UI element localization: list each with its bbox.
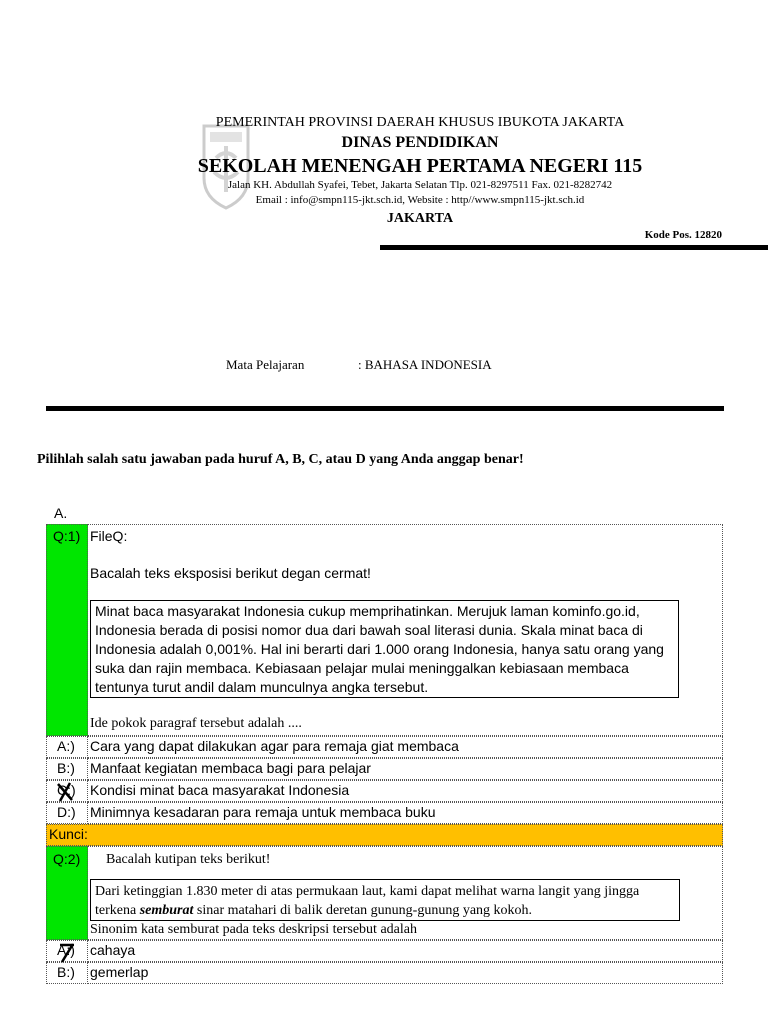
answer-mark-icon <box>55 781 75 803</box>
option-a[interactable]: Cara yang dapat dilakukan agar para remaja giat membaca <box>87 736 723 758</box>
option-b-label-cell: B:) <box>46 758 88 780</box>
answer-key-label: Kunci: <box>49 826 88 842</box>
subject-label: Mata Pelajaran <box>226 357 305 372</box>
question-2-prompt: Bacalah kutipan teks berikut! <box>106 852 271 867</box>
question-2-content <box>87 846 723 940</box>
header-government: PEMERINTAH PROVINSI DAERAH KHUSUS IBUKOTA JAKARTA <box>215 115 625 130</box>
question-2-number: Q:2) <box>53 851 81 867</box>
question-1-number-cell <box>46 524 88 736</box>
header-postal-code: Kode Pos. 12820 <box>644 229 722 241</box>
answer-mark-icon <box>57 941 77 963</box>
subject-value: : BAHASA INDONESIA <box>358 357 492 372</box>
option-c[interactable]: Kondisi minat baca masyarakat Indonesia <box>87 780 723 802</box>
q2-option-b[interactable]: gemerlap <box>87 962 723 984</box>
header-city: JAKARTA <box>386 211 454 226</box>
question-1-content <box>87 524 723 736</box>
subject-divider <box>46 406 724 411</box>
option-d-label-cell: D:) <box>46 802 88 824</box>
option-d[interactable]: Minimnya kesadaran para remaja untuk membaca buku <box>87 802 723 824</box>
question-2-text: Sinonim kata semburat pada teks deskripsi tersebut adalah <box>90 922 417 937</box>
question-1-passage: Minat baca masyarakat Indonesia cukup memprihatinkan. Merujuk laman kominfo.go.id, Indonesia berada di posisi nomor dua dari bawah soal literasi dunia. Skala minat baca di Indonesia adalah 0,001%. Hal ini berarti dari 1.000 orang Indonesia, hanya satu orang yang suka dan rajin membaca. Kebiasaan pelajar mulai meninggalkan kebiasaan membaca tentunya turut andil dalam munculnya angka tersebut. <box>90 600 679 698</box>
question-2-number-cell <box>46 846 88 940</box>
question-1-number: Q:1) <box>53 528 81 544</box>
question-1-text: Ide pokok paragraf tersebut adalah .... <box>90 716 302 731</box>
option-b[interactable]: Manfaat kegiatan membaca bagi para pelajar <box>87 758 723 780</box>
answer-key-row <box>46 824 723 846</box>
q2-option-b-label-cell: B:) <box>46 962 88 984</box>
q2-option-a-label-cell: A:) <box>46 940 88 962</box>
section-label: A. <box>54 505 68 521</box>
option-c-label-cell: C:) <box>46 780 88 802</box>
q2-option-a[interactable]: cahaya <box>87 940 723 962</box>
header-address: Jalan KH. Abdullah Syafei, Tebet, Jakarta Selatan Tlp. 021-8297511 Fax. 021-8282742 <box>227 179 613 191</box>
question-1-prompt: Bacalah teks eksposisi berikut degan cermat! <box>90 565 371 581</box>
option-a-label-cell: A:) <box>46 736 88 758</box>
instructions: Pilihlah salah satu jawaban pada huruf A, B, C, atau D yang Anda anggap benar! <box>37 452 524 467</box>
header-school-name: SEKOLAH MENENGAH PERTAMA NEGERI 115 <box>197 155 643 177</box>
question-2-passage: Dari ketinggian 1.830 meter di atas permukaan laut, kami dapat melihat warna langit yang jingga terkena semburat sinar matahari di balik deretan gunung-gunung yang kokoh. <box>90 879 680 921</box>
header-department: DINAS PENDIDIKAN <box>341 134 499 151</box>
header-contact: Email : info@smpn115-jkt.sch.id, Website : http//www.smpn115-jkt.sch.id <box>255 194 585 206</box>
header-divider <box>380 245 768 250</box>
highlighted-word: semburat <box>139 903 194 918</box>
question-1-file: FileQ: <box>90 528 128 544</box>
